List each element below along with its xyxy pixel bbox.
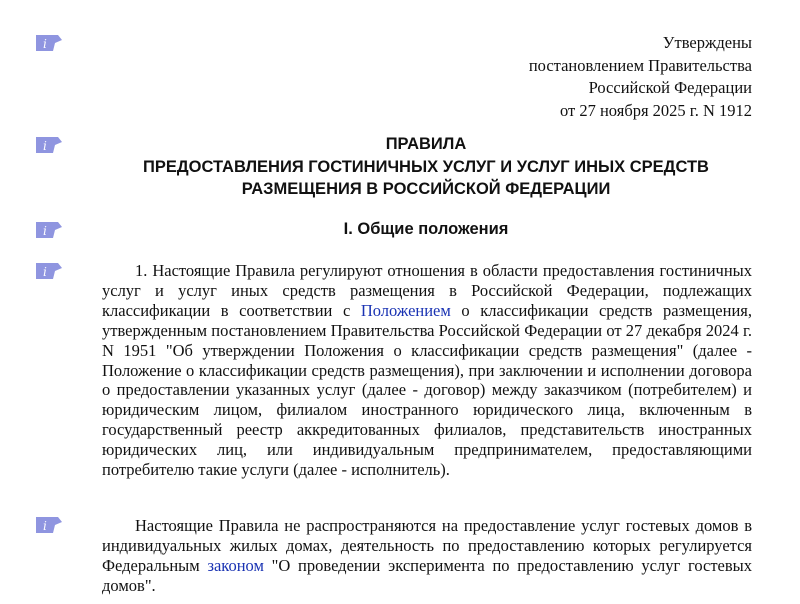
- svg-text:i: i: [43, 37, 47, 51]
- paragraph-1: [102, 261, 752, 480]
- approval-block: [529, 32, 752, 122]
- svg-text:i: i: [43, 265, 47, 279]
- approval-line: Утверждены: [662, 33, 752, 52]
- info-icon[interactable]: [33, 220, 63, 240]
- svg-text:i: i: [43, 519, 47, 533]
- paragraph-text: Настоящие Правила не распространяются на предоставление услуг гостевых домов в индивидуальных жилых домах, деятельность по предоставлению которых регулируется Федеральным: [102, 516, 752, 575]
- paragraph-text: о классификации средств размещения, утвержденным постановлением Правительства Российской Федерации от 27 декабря 2024 г. N 1951 "Об утверждении Положения о классификации средств размещения" (далее - Положение о классификации средств размещения), при заключении и исполнении договора о предоставлении указанных услуг (далее - договор) между заказчиком (потребителем) и юридическим лицом, филиалом иностранного юридического лица, включенным в государственный реестр аккредитованных филиалов, представительств иностранных юридических лиц, или индивидуальным предпринимателем, предоставляющими потребителю такие услуги (далее - исполнитель).: [102, 300, 752, 480]
- info-icon[interactable]: [33, 261, 63, 281]
- title-line: ПРАВИЛА: [385, 135, 467, 153]
- section-heading: I. Общие положения: [343, 220, 509, 238]
- paragraph-text: "О проведении эксперимента по предоставлению услуг гостевых домов".: [102, 555, 752, 595]
- paragraph-2: [102, 516, 752, 596]
- regulation-link[interactable]: Положением: [360, 300, 451, 320]
- approval-line: от 27 ноября 2025 г. N 1912: [559, 100, 752, 120]
- approval-line: постановлением Правительства: [528, 55, 752, 75]
- paragraph-text: 1. Настоящие Правила регулируют отношения в области предоставления гостиничных услуг и услуг иных средств размещения в Российской Федерации, подлежащих классификации в соответствии с: [102, 261, 752, 320]
- svg-text:i: i: [43, 139, 47, 153]
- info-icon[interactable]: [33, 33, 63, 53]
- document-title: [100, 133, 752, 201]
- svg-text:i: i: [43, 224, 47, 238]
- info-icon[interactable]: [33, 135, 63, 155]
- law-link[interactable]: законом: [207, 555, 264, 575]
- title-line: РАЗМЕЩЕНИЯ В РОССИЙСКОЙ ФЕДЕРАЦИИ: [241, 180, 611, 198]
- info-icon[interactable]: [33, 515, 63, 535]
- approval-line: Российской Федерации: [588, 78, 752, 97]
- title-line: ПРЕДОСТАВЛЕНИЯ ГОСТИНИЧНЫХ УСЛУГ И УСЛУГ ИНЫХ СРЕДСТВ: [143, 157, 709, 176]
